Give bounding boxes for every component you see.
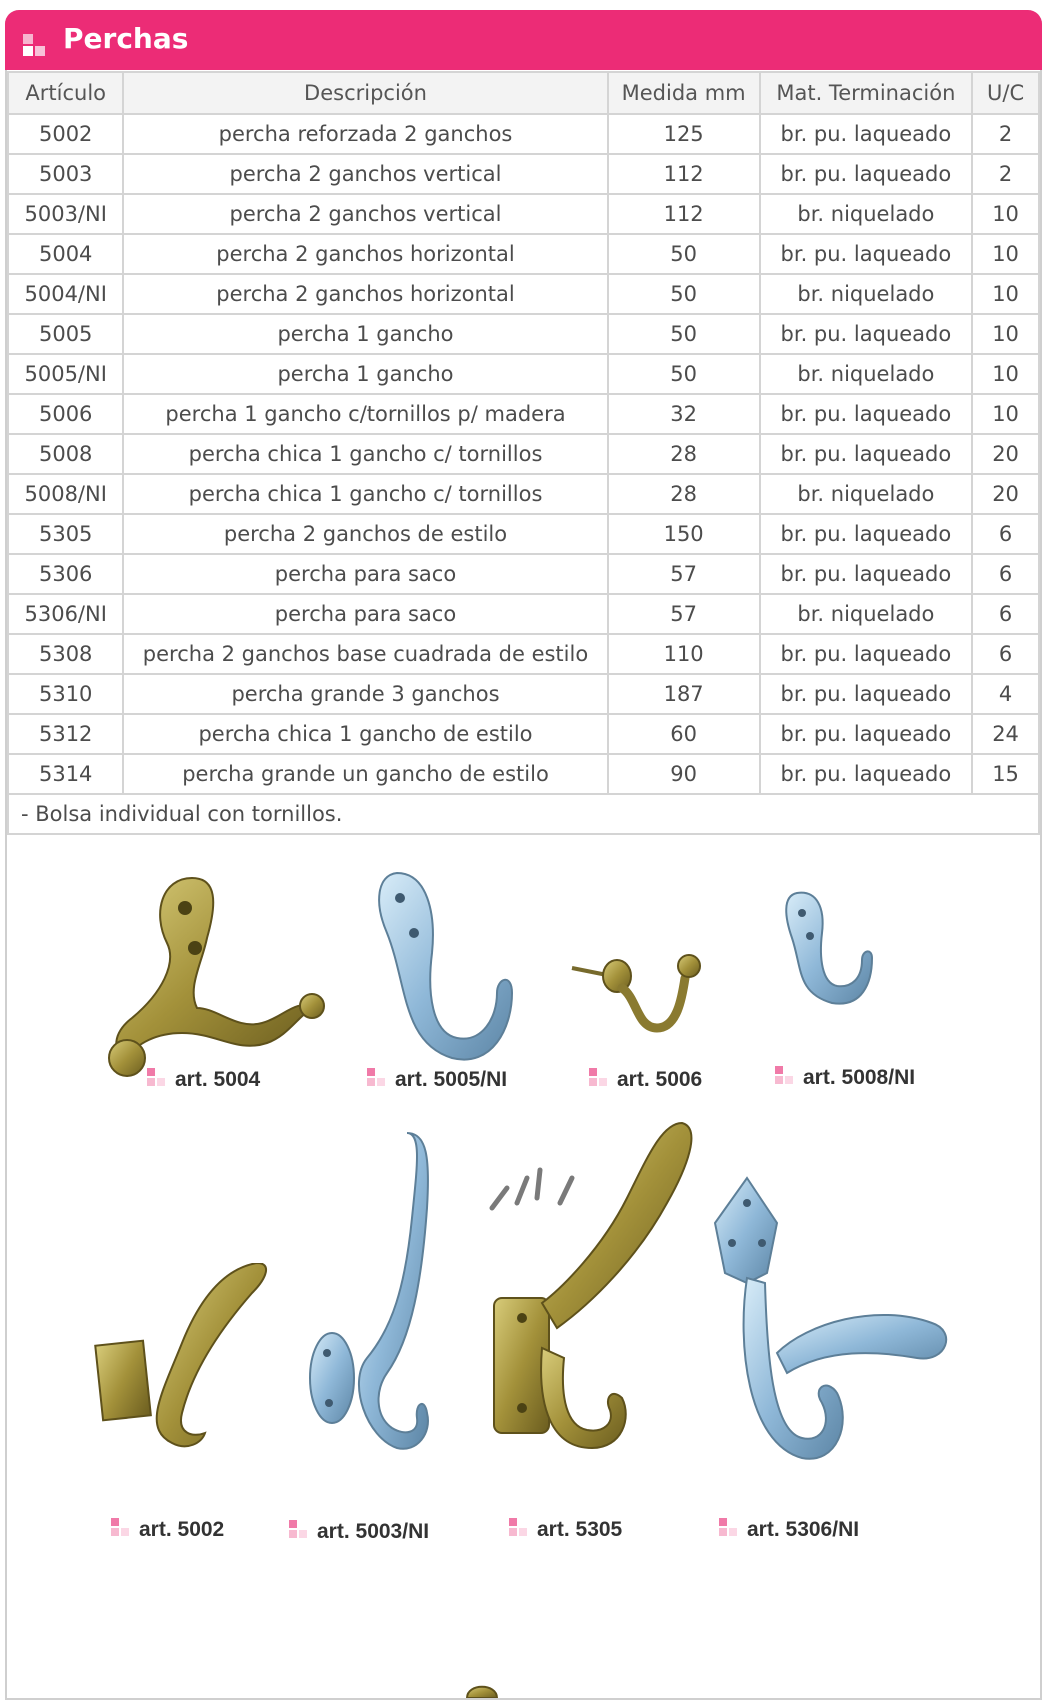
cell-terminacion: br. pu. laqueado — [760, 434, 972, 474]
hook-5004-image — [67, 858, 337, 1088]
cell-medida: 32 — [608, 394, 760, 434]
table-row — [8, 234, 1039, 274]
cell-uc: 24 — [972, 714, 1039, 754]
hook-5005ni-image — [362, 853, 537, 1083]
table-row — [8, 474, 1039, 514]
table-note-row — [8, 794, 1039, 834]
cell-terminacion: br. pu. laqueado — [760, 314, 972, 354]
cell-descripcion: percha 2 ganchos base cuadrada de estilo — [123, 634, 607, 674]
table-row — [8, 554, 1039, 594]
cell-medida: 50 — [608, 314, 760, 354]
cell-uc: 6 — [972, 634, 1039, 674]
hook-partial-image — [462, 1678, 502, 1698]
caption-art-5305 — [509, 1518, 622, 1542]
caption-marker-icon — [589, 1068, 609, 1088]
cell-articulo: 5305 — [8, 514, 123, 554]
caption-text: art. 5008/NI — [803, 1066, 916, 1089]
cell-medida: 50 — [608, 234, 760, 274]
cell-articulo: 5002 — [8, 114, 123, 154]
cell-descripcion: percha 1 gancho c/tornillos p/ madera — [123, 394, 607, 434]
cell-terminacion: br. pu. laqueado — [760, 714, 972, 754]
cell-medida: 60 — [608, 714, 760, 754]
cell-medida: 50 — [608, 354, 760, 394]
cell-descripcion: percha 1 gancho — [123, 314, 607, 354]
caption-text: art. 5006 — [617, 1068, 703, 1091]
cell-medida: 57 — [608, 554, 760, 594]
cell-articulo: 5006 — [8, 394, 123, 434]
cell-articulo: 5314 — [8, 754, 123, 794]
cell-medida: 187 — [608, 674, 760, 714]
cell-terminacion: br. niquelado — [760, 354, 972, 394]
cell-descripcion: percha para saco — [123, 594, 607, 634]
caption-art-5004 — [147, 1068, 260, 1092]
col-terminacion: Mat. Terminación — [760, 72, 972, 114]
caption-text: art. 5002 — [139, 1518, 225, 1541]
table-row — [8, 514, 1039, 554]
cell-articulo: 5312 — [8, 714, 123, 754]
cell-articulo: 5306 — [8, 554, 123, 594]
section-header — [5, 10, 1042, 70]
cell-uc: 20 — [972, 434, 1039, 474]
product-gallery — [7, 868, 1040, 1693]
table-row — [8, 354, 1039, 394]
cell-uc: 2 — [972, 154, 1039, 194]
caption-art-5006 — [589, 1068, 702, 1092]
cell-terminacion: br. pu. laqueado — [760, 554, 972, 594]
caption-marker-icon — [147, 1068, 167, 1088]
table-row — [8, 434, 1039, 474]
cell-descripcion: percha grande un gancho de estilo — [123, 754, 607, 794]
cell-terminacion: br. pu. laqueado — [760, 514, 972, 554]
cell-articulo: 5003 — [8, 154, 123, 194]
cell-descripcion: percha 2 ganchos de estilo — [123, 514, 607, 554]
cell-descripcion: percha 2 ganchos vertical — [123, 154, 607, 194]
cell-articulo: 5306/NI — [8, 594, 123, 634]
cell-uc: 10 — [972, 354, 1039, 394]
cell-medida: 112 — [608, 154, 760, 194]
table-row — [8, 114, 1039, 154]
cell-terminacion: br. niquelado — [760, 194, 972, 234]
caption-art-5005ni — [367, 1068, 507, 1092]
cell-medida: 28 — [608, 474, 760, 514]
cell-terminacion: br. niquelado — [760, 274, 972, 314]
product-table — [7, 71, 1040, 835]
hook-5305-image — [482, 1118, 722, 1478]
cell-articulo: 5310 — [8, 674, 123, 714]
hook-5006-image — [567, 928, 717, 1058]
cell-medida: 50 — [608, 274, 760, 314]
cell-descripcion: percha chica 1 gancho c/ tornillos — [123, 434, 607, 474]
cell-medida: 57 — [608, 594, 760, 634]
cell-terminacion: br. pu. laqueado — [760, 754, 972, 794]
cell-articulo: 5005 — [8, 314, 123, 354]
cell-uc: 10 — [972, 314, 1039, 354]
caption-text: art. 5005/NI — [395, 1068, 508, 1091]
col-articulo: Artículo — [8, 72, 123, 114]
caption-marker-icon — [719, 1518, 739, 1538]
caption-art-5002 — [111, 1518, 224, 1542]
cell-articulo: 5008/NI — [8, 474, 123, 514]
cell-uc: 10 — [972, 394, 1039, 434]
cell-descripcion: percha para saco — [123, 554, 607, 594]
cell-terminacion: br. niquelado — [760, 474, 972, 514]
caption-marker-icon — [289, 1520, 309, 1540]
cell-articulo: 5005/NI — [8, 354, 123, 394]
caption-art-5008ni — [775, 1066, 915, 1090]
cell-uc: 6 — [972, 594, 1039, 634]
cell-descripcion: percha 1 gancho — [123, 354, 607, 394]
cell-uc: 10 — [972, 234, 1039, 274]
table-row — [8, 274, 1039, 314]
hook-5002-image — [87, 1263, 287, 1463]
cell-articulo: 5003/NI — [8, 194, 123, 234]
caption-text: art. 5306/NI — [747, 1518, 860, 1541]
cell-articulo: 5004 — [8, 234, 123, 274]
cell-medida: 125 — [608, 114, 760, 154]
cell-uc: 6 — [972, 514, 1039, 554]
col-medida: Medida mm — [608, 72, 760, 114]
cell-articulo: 5004/NI — [8, 274, 123, 314]
cell-descripcion: percha chica 1 gancho c/ tornillos — [123, 474, 607, 514]
table-header-row — [8, 72, 1039, 114]
cell-terminacion: br. niquelado — [760, 594, 972, 634]
table-row — [8, 714, 1039, 754]
col-descripcion: Descripción — [123, 72, 607, 114]
caption-marker-icon — [111, 1518, 131, 1538]
cell-descripcion: percha reforzada 2 ganchos — [123, 114, 607, 154]
cell-terminacion: br. pu. laqueado — [760, 154, 972, 194]
caption-text: art. 5004 — [175, 1068, 261, 1091]
cell-uc: 4 — [972, 674, 1039, 714]
caption-art-5003ni — [289, 1520, 429, 1544]
cell-uc: 15 — [972, 754, 1039, 794]
cell-terminacion: br. pu. laqueado — [760, 634, 972, 674]
caption-marker-icon — [775, 1066, 795, 1086]
table-row — [8, 634, 1039, 674]
cell-medida: 90 — [608, 754, 760, 794]
cell-terminacion: br. pu. laqueado — [760, 114, 972, 154]
caption-art-5306ni — [719, 1518, 859, 1542]
header-squares-icon — [23, 34, 49, 60]
cell-descripcion: percha chica 1 gancho de estilo — [123, 714, 607, 754]
table-note: - Bolsa individual con tornillos. — [8, 794, 1039, 834]
cell-uc: 6 — [972, 554, 1039, 594]
cell-articulo: 5008 — [8, 434, 123, 474]
cell-medida: 150 — [608, 514, 760, 554]
table-row — [8, 194, 1039, 234]
cell-uc: 20 — [972, 474, 1039, 514]
cell-descripcion: percha 2 ganchos horizontal — [123, 274, 607, 314]
cell-terminacion: br. pu. laqueado — [760, 394, 972, 434]
hook-5003ni-image — [287, 1128, 467, 1468]
caption-text: art. 5003/NI — [317, 1520, 430, 1543]
cell-descripcion: percha 2 ganchos vertical — [123, 194, 607, 234]
cell-uc: 10 — [972, 194, 1039, 234]
table-row — [8, 754, 1039, 794]
caption-marker-icon — [509, 1518, 529, 1538]
table-row — [8, 314, 1039, 354]
table-row — [8, 594, 1039, 634]
col-uc: U/C — [972, 72, 1039, 114]
table-row — [8, 674, 1039, 714]
table-row — [8, 394, 1039, 434]
cell-descripcion: percha 2 ganchos horizontal — [123, 234, 607, 274]
caption-marker-icon — [367, 1068, 387, 1088]
cell-articulo: 5308 — [8, 634, 123, 674]
hook-5306ni-image — [707, 1173, 977, 1473]
cell-terminacion: br. pu. laqueado — [760, 674, 972, 714]
section-title: Perchas — [63, 22, 189, 55]
cell-terminacion: br. pu. laqueado — [760, 234, 972, 274]
caption-text: art. 5305 — [537, 1518, 623, 1541]
cell-medida: 28 — [608, 434, 760, 474]
cell-uc: 10 — [972, 274, 1039, 314]
cell-medida: 110 — [608, 634, 760, 674]
cell-medida: 112 — [608, 194, 760, 234]
table-row — [8, 154, 1039, 194]
cell-uc: 2 — [972, 114, 1039, 154]
hook-5008ni-image — [777, 878, 907, 1018]
cell-descripcion: percha grande 3 ganchos — [123, 674, 607, 714]
